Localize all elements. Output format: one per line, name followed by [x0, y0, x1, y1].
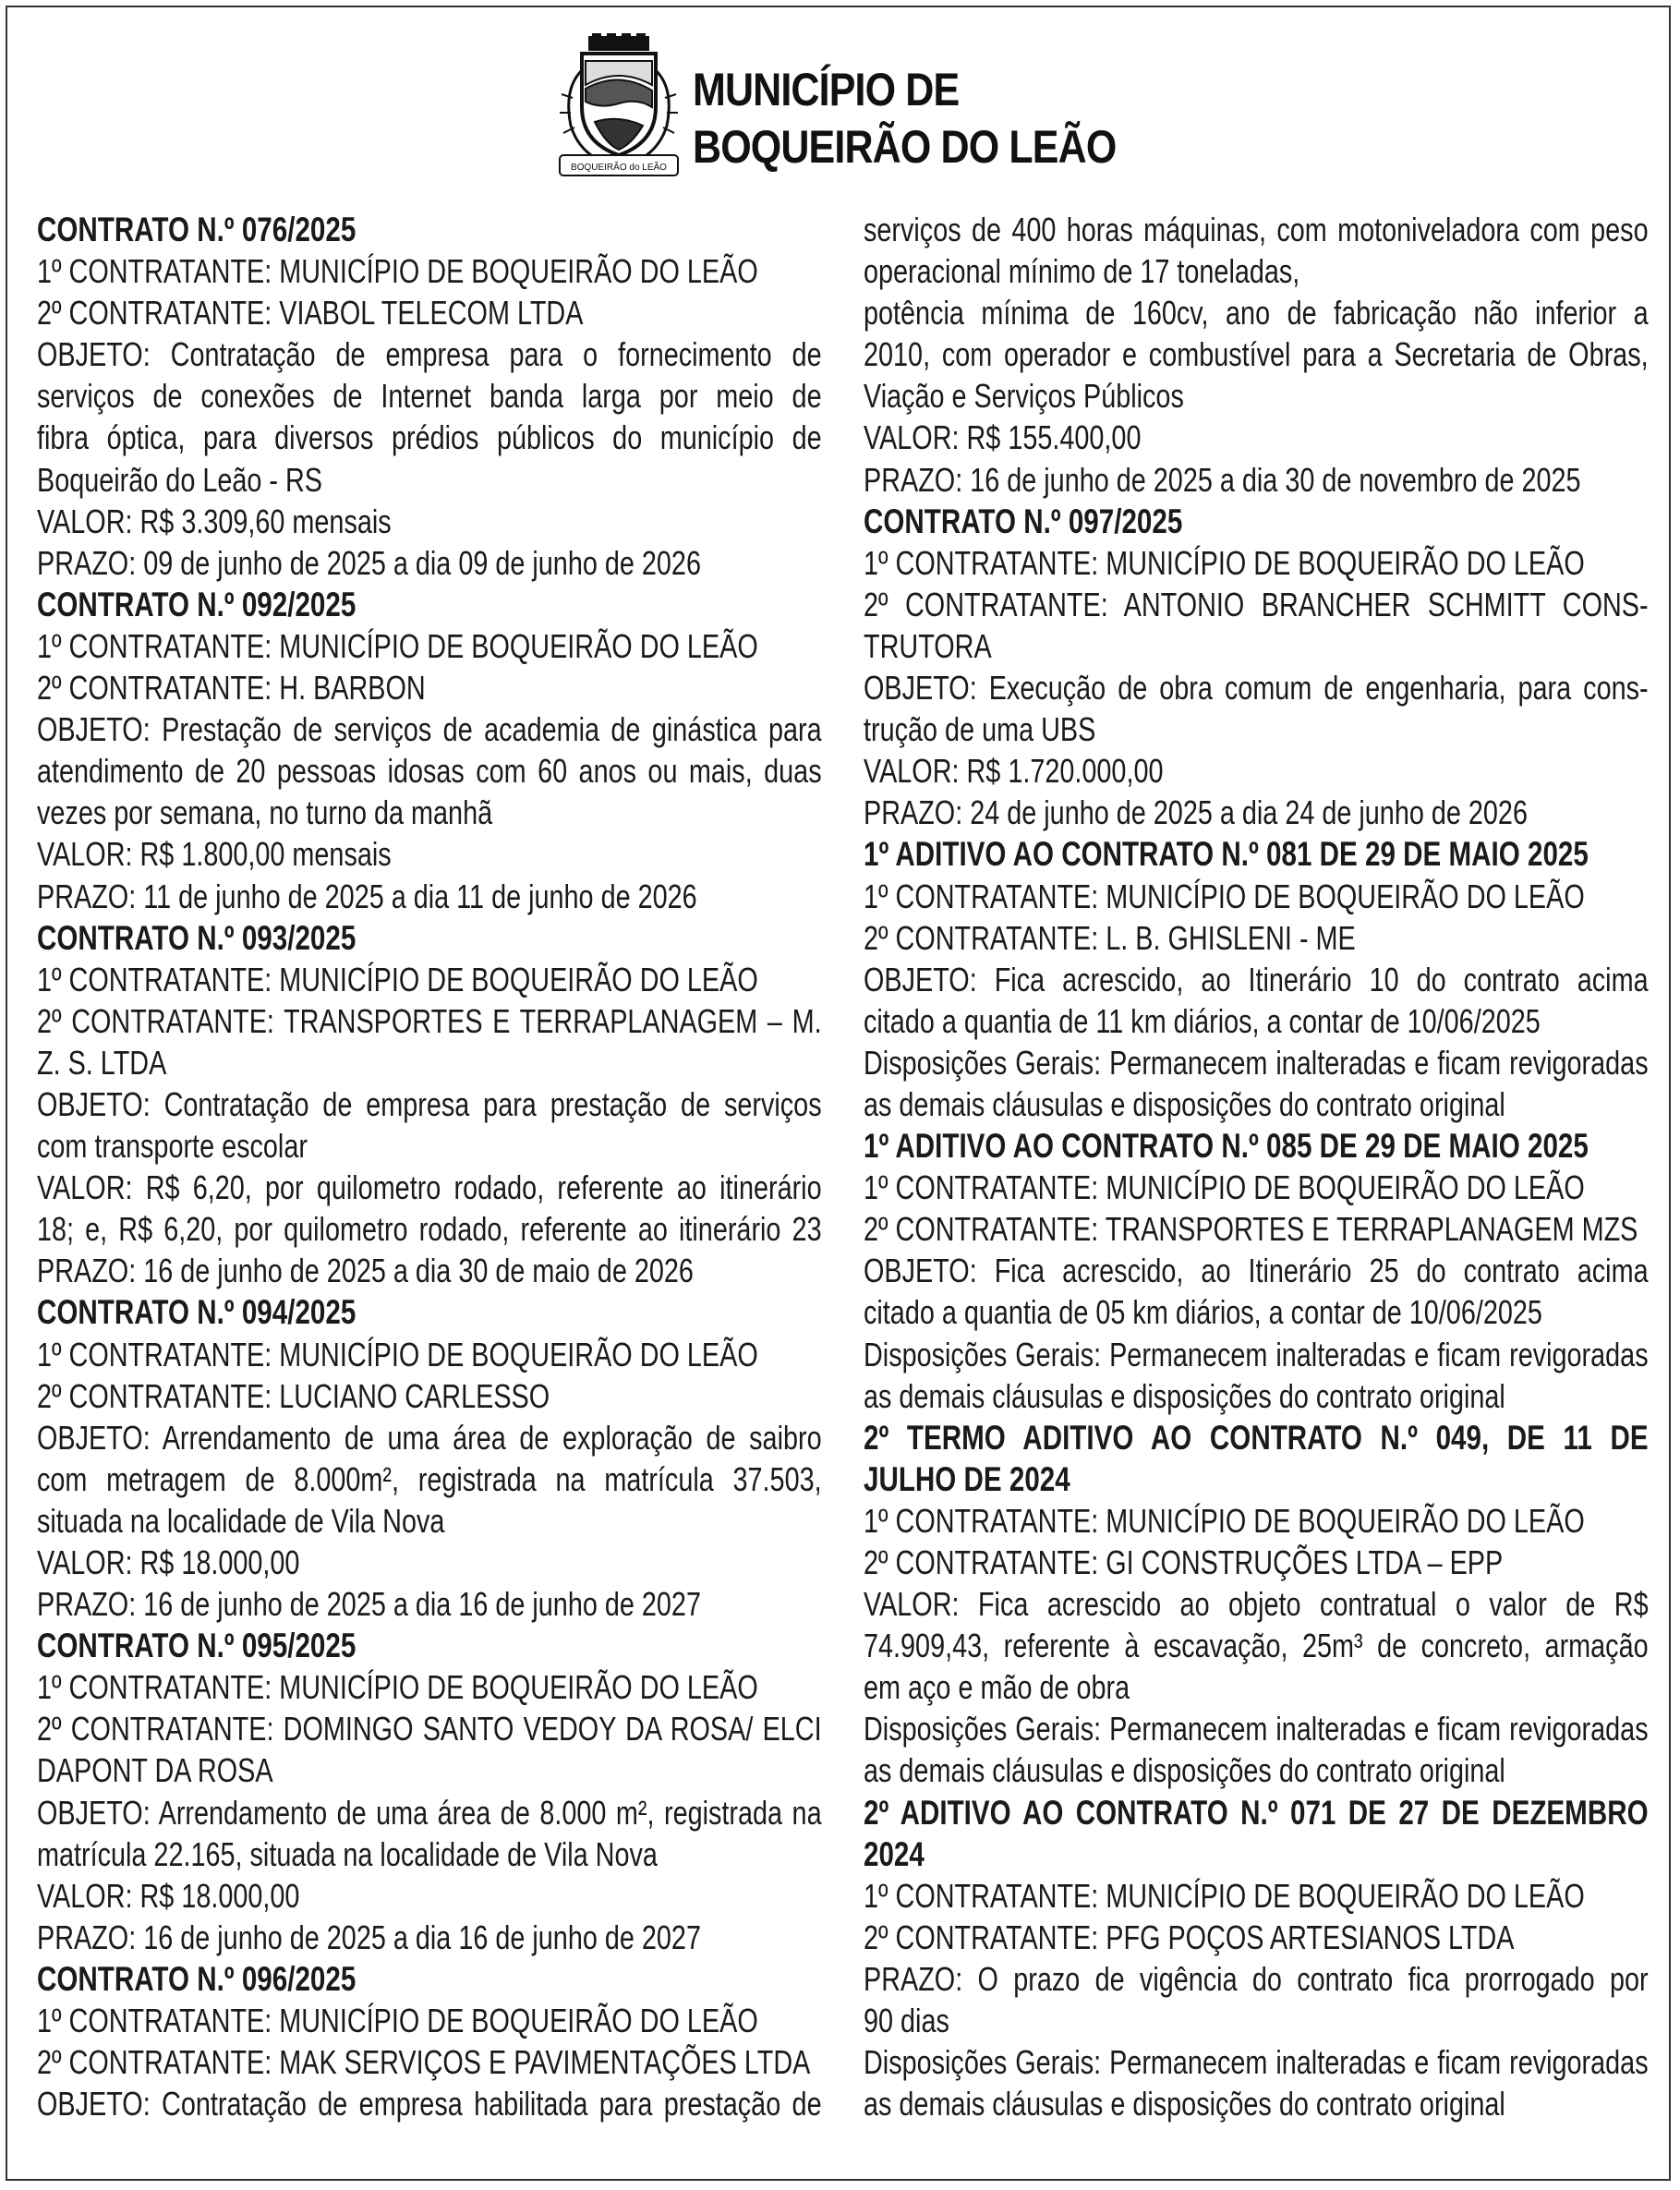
text-line: OBJETO: Fica acrescido, ao Itinerário 25 do contrato acima [864, 1252, 1649, 1290]
text-line: Disposições Gerais: Permanecem inalteradas e ficam revigoradas [864, 2043, 1649, 2082]
crest-banner-text: BOQUEIRÃO do LEÃO [571, 163, 667, 173]
contract-heading: 2º ADITIVO AO CONTRATO N.º 071 DE 27 DE DEZEMBRO [864, 1793, 1649, 1832]
text-line: OBJETO: Prestação de serviços de academia de ginástica para [37, 710, 822, 749]
text-line: 1º CONTRATANTE: MUNICÍPIO DE BOQUEIRÃO DO LEÃO [37, 2002, 758, 2040]
text-line: as demais cláusulas e disposições do contrato original [864, 2085, 1505, 2123]
contract-heading: 2º TERMO ADITIVO AO CONTRATO N.º 049, DE 11 DE [864, 1418, 1649, 1457]
text-line: 1º CONTRATANTE: MUNICÍPIO DE BOQUEIRÃO DO LEÃO [864, 1876, 1585, 1915]
contract-heading: CONTRATO N.º 092/2025 [37, 585, 357, 623]
text-line: com metragem de 8.000m², registrada na matrícula 37.503, [37, 1459, 822, 1498]
title-line-2: BOQUEIRÃO DO LEÃO [693, 121, 1117, 173]
text-line: serviços de 400 horas máquinas, com motoniveladora com peso [864, 211, 1649, 248]
text-line: VALOR: R$ 3.309,60 mensais [37, 502, 392, 540]
text-line: 1º CONTRATANTE: MUNICÍPIO DE BOQUEIRÃO DO LEÃO [37, 960, 758, 998]
text-line: matrícula 22.165, situada na localidade de Vila Nova [37, 1834, 658, 1873]
text-line: PRAZO: 24 de junho de 2025 a dia 24 de junho de 2026 [864, 793, 1528, 832]
contract-heading: CONTRATO N.º 093/2025 [37, 918, 357, 957]
text-line: 1º CONTRATANTE: MUNICÍPIO DE BOQUEIRÃO DO LEÃO [37, 1668, 758, 1707]
text-line: TRUTORA [864, 626, 992, 665]
text-line: 2º CONTRATANTE: GI CONSTRUÇÕES LTDA – EPP [864, 1543, 1504, 1581]
text-line: VALOR: R$ 1.720.000,00 [864, 752, 1164, 791]
text-line: 1º CONTRATANTE: MUNICÍPIO DE BOQUEIRÃO DO LEÃO [37, 626, 758, 665]
text-line: OBJETO: Contratação de empresa habilitada para prestação de [37, 2085, 822, 2123]
text-line: as demais cláusulas e disposições do contrato original [864, 1751, 1505, 1790]
text-line: VALOR: R$ 18.000,00 [37, 1876, 300, 1915]
text-line: OBJETO: Fica acrescido, ao Itinerário 10 do contrato acima [864, 960, 1649, 998]
text-line: OBJETO: Contratação de empresa para prestação de serviços [37, 1084, 822, 1123]
text-line: 1º CONTRATANTE: MUNICÍPIO DE BOQUEIRÃO DO LEÃO [864, 877, 1585, 915]
text-line: vezes por semana, no turno da manhã [37, 793, 493, 832]
text-line: situada na localidade de Vila Nova [37, 1501, 445, 1540]
contract-heading: CONTRATO N.º 076/2025 [37, 211, 357, 248]
contract-heading: CONTRATO N.º 094/2025 [37, 1293, 357, 1332]
text-line: OBJETO: Contratação de empresa para o fornecimento de [37, 335, 822, 374]
text-line: PRAZO: 09 de junho de 2025 a dia 09 de junho de 2026 [37, 543, 701, 582]
text-line: operacional mínimo de 17 toneladas, [864, 252, 1300, 291]
text-line: 74.909,43, referente à escavação, 25m³ de concreto, armação [864, 1627, 1649, 1665]
text-line: PRAZO: O prazo de vigência do contrato fica prorrogado por [864, 1959, 1649, 1998]
text-line: em aço e mão de obra [864, 1668, 1130, 1707]
text-line: serviços de conexões de Internet banda larga por meio de [37, 377, 822, 416]
text-line: 90 dias [864, 2002, 949, 2040]
right-column [864, 209, 1649, 2124]
contract-heading: CONTRATO N.º 096/2025 [37, 1959, 357, 1998]
text-line: PRAZO: 16 de junho de 2025 a dia 16 de junho de 2027 [37, 1918, 701, 1956]
text-line: OBJETO: Arrendamento de uma área de 8.000 m², registrada na [37, 1793, 822, 1832]
contract-heading: CONTRATO N.º 095/2025 [37, 1627, 357, 1665]
text-line: VALOR: R$ 1.800,00 mensais [37, 835, 392, 874]
text-line: 2º CONTRATANTE: TRANSPORTES E TERRAPLANAGEM MZS [864, 1210, 1638, 1249]
text-line: 2º CONTRATANTE: DOMINGO SANTO VEDOY DA ROSA/ ELCI [37, 1710, 822, 1748]
text-line: fibra óptica, para diversos prédios públicos do município de [37, 418, 822, 457]
text-line: com transporte escolar [37, 1127, 308, 1166]
contract-heading: 1º ADITIVO AO CONTRATO N.º 081 DE 29 DE MAIO 2025 [864, 835, 1589, 874]
text-line: Disposições Gerais: Permanecem inalteradas e ficam revigoradas [864, 1710, 1649, 1748]
text-line: 2º CONTRATANTE: VIABOL TELECOM LTDA [37, 294, 584, 333]
text-line: 1º CONTRATANTE: MUNICÍPIO DE BOQUEIRÃO DO LEÃO [864, 1501, 1585, 1540]
text-line: PRAZO: 16 de junho de 2025 a dia 30 de maio de 2026 [37, 1252, 694, 1290]
text-line: 1º CONTRATANTE: MUNICÍPIO DE BOQUEIRÃO DO LEÃO [37, 1335, 758, 1373]
text-line: 2º CONTRATANTE: ANTONIO BRANCHER SCHMITT CONS- [864, 585, 1649, 623]
text-line: 1º CONTRATANTE: MUNICÍPIO DE BOQUEIRÃO DO LEÃO [37, 252, 758, 291]
text-line: 2º CONTRATANTE: PFG POÇOS ARTESIANOS LTDA [864, 1918, 1515, 1956]
text-line: VALOR: R$ 18.000,00 [37, 1543, 300, 1581]
municipal-crest-icon [554, 33, 683, 181]
text-line: 18; e, R$ 6,20, por quilometro rodado, referente ao itinerário 23 [37, 1210, 822, 1249]
text-line: Z. S. LTDA [37, 1043, 167, 1082]
title-line-1: MUNICÍPIO DE [693, 64, 960, 115]
text-line: atendimento de 20 pessoas idosas com 60 anos ou mais, duas [37, 752, 822, 791]
contract-heading: 1º ADITIVO AO CONTRATO N.º 085 DE 29 DE MAIO 2025 [864, 1127, 1589, 1166]
text-line: Viação e Serviços Públicos [864, 377, 1184, 416]
text-line: 2º CONTRATANTE: TRANSPORTES E TERRAPLANAGEM – M. [37, 1001, 822, 1040]
left-column [37, 209, 822, 2124]
text-line: citado a quantia de 11 km diários, a contar de 10/06/2025 [864, 1001, 1541, 1040]
text-line: PRAZO: 16 de junho de 2025 a dia 30 de novembro de 2025 [864, 460, 1581, 499]
text-line: 1º CONTRATANTE: MUNICÍPIO DE BOQUEIRÃO DO LEÃO [864, 1168, 1585, 1207]
text-line: 2010, com operador e combustível para a Secretaria de Obras, [864, 335, 1649, 374]
text-line: potência mínima de 160cv, ano de fabricação não inferior a [864, 294, 1649, 333]
text-line: VALOR: Fica acrescido ao objeto contratual o valor de R$ [864, 1585, 1649, 1624]
page-title [693, 61, 1116, 175]
text-line: Boqueirão do Leão - RS [37, 460, 323, 499]
text-line: PRAZO: 11 de junho de 2025 a dia 11 de junho de 2026 [37, 877, 697, 915]
text-line: trução de uma UBS [864, 710, 1096, 749]
contract-heading: CONTRATO N.º 097/2025 [864, 502, 1183, 540]
text-line: 2º CONTRATANTE: L. B. GHISLENI - ME [864, 918, 1356, 957]
text-line: as demais cláusulas e disposições do contrato original [864, 1084, 1505, 1123]
text-line: Disposições Gerais: Permanecem inalteradas e ficam revigoradas [864, 1335, 1649, 1373]
text-line: 2º CONTRATANTE: MAK SERVIÇOS E PAVIMENTAÇÕES LTDA [37, 2043, 811, 2082]
text-line: VALOR: R$ 6,20, por quilometro rodado, referente ao itinerário [37, 1168, 822, 1207]
contract-heading: 2024 [864, 1834, 925, 1873]
text-line: 2º CONTRATANTE: LUCIANO CARLESSO [37, 1376, 550, 1415]
text-line: 2º CONTRATANTE: H. BARBON [37, 669, 426, 708]
text-line: OBJETO: Arrendamento de uma área de exploração de saibro [37, 1418, 822, 1457]
text-line: Disposições Gerais: Permanecem inalteradas e ficam revigoradas [864, 1043, 1649, 1082]
text-line: DAPONT DA ROSA [37, 1751, 273, 1790]
text-line: as demais cláusulas e disposições do contrato original [864, 1376, 1505, 1415]
text-line: OBJETO: Execução de obra comum de engenharia, para cons- [864, 669, 1649, 708]
text-line: 1º CONTRATANTE: MUNICÍPIO DE BOQUEIRÃO DO LEÃO [864, 543, 1585, 582]
text-line: citado a quantia de 05 km diários, a contar de 10/06/2025 [864, 1293, 1542, 1332]
text-line: PRAZO: 16 de junho de 2025 a dia 16 de junho de 2027 [37, 1585, 701, 1624]
text-line: VALOR: R$ 155.400,00 [864, 418, 1142, 457]
header [554, 33, 1201, 209]
contract-heading: JULHO DE 2024 [864, 1459, 1070, 1498]
